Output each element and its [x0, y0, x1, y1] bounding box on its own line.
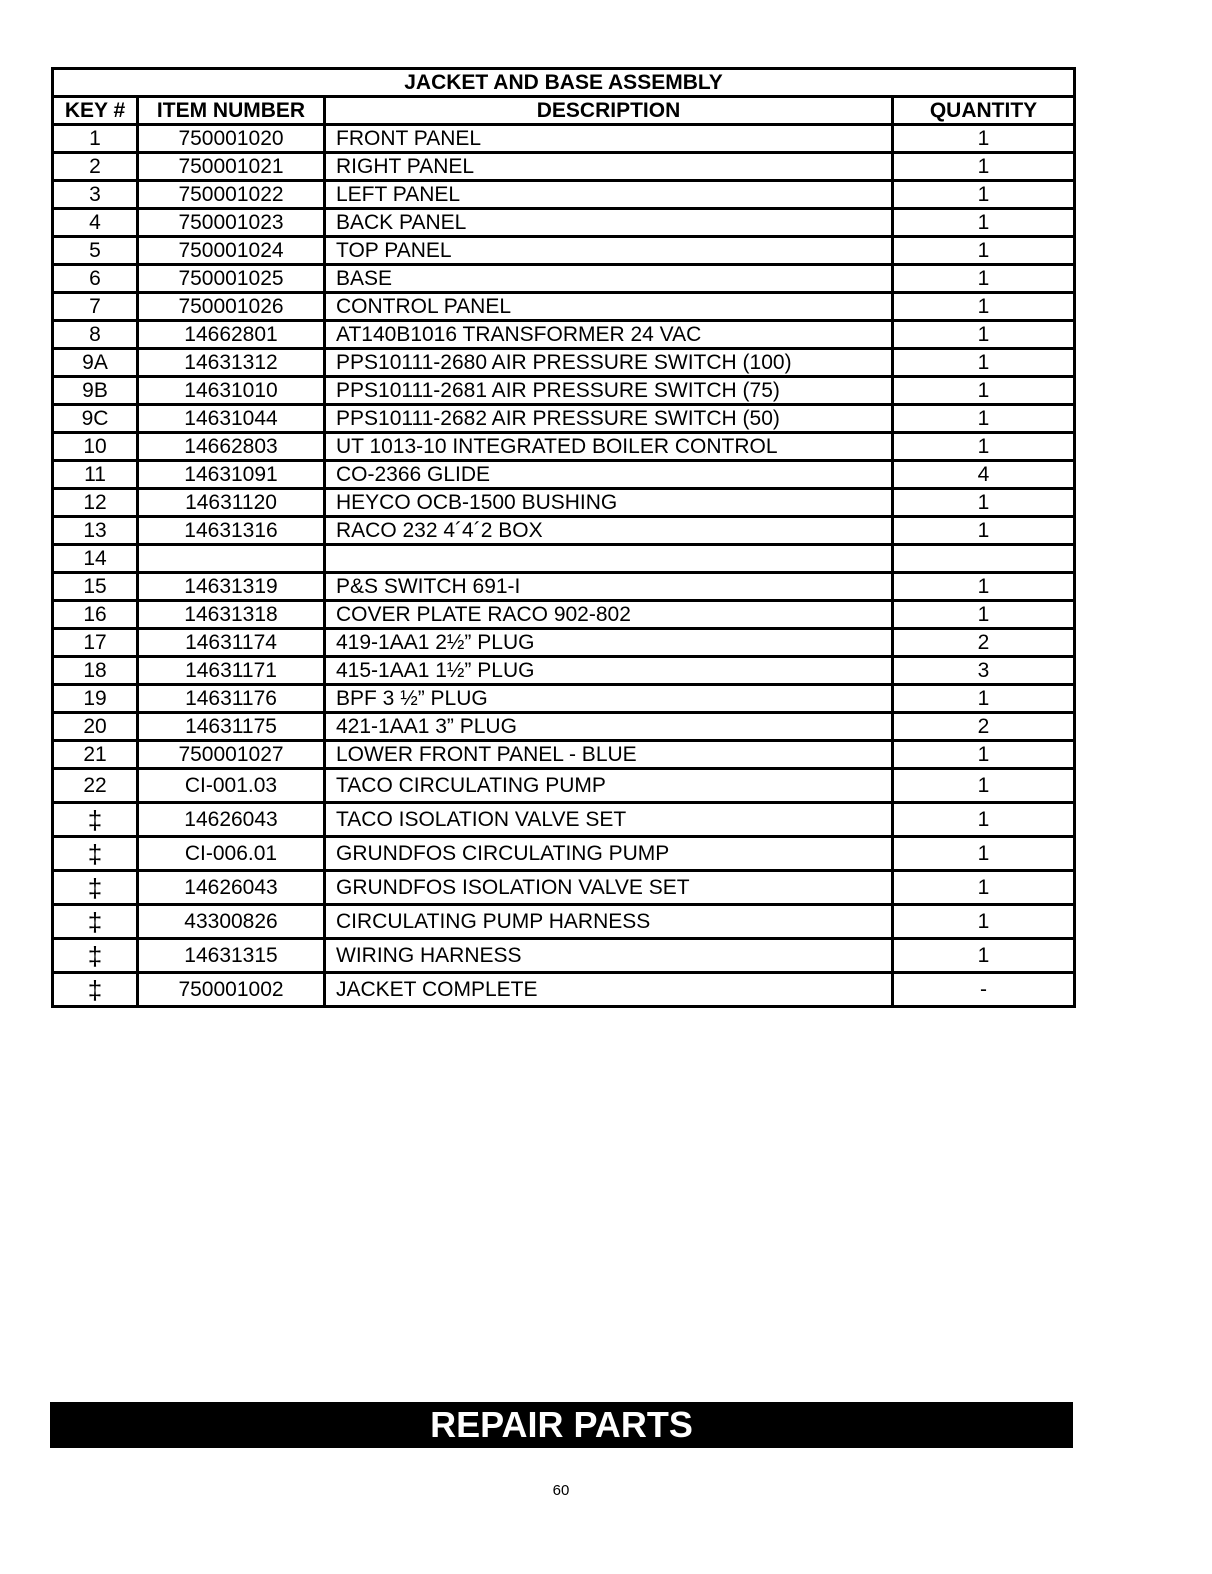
cell-description: 415-1AA1 1½” PLUG	[325, 657, 893, 685]
cell-quantity: 1	[893, 237, 1075, 265]
table-row	[53, 741, 1075, 769]
cell-description: P&S SWITCH 691-I	[325, 573, 893, 601]
table-title: JACKET AND BASE ASSEMBLY	[53, 69, 1075, 97]
cell-key: 13	[53, 517, 138, 545]
cell-quantity: 1	[893, 803, 1075, 837]
cell-key: 12	[53, 489, 138, 517]
table-row	[53, 803, 1075, 837]
cell-description: PPS10111-2681 AIR PRESSURE SWITCH (75)	[325, 377, 893, 405]
cell-description: PPS10111-2680 AIR PRESSURE SWITCH (100)	[325, 349, 893, 377]
cell-quantity: 1	[893, 209, 1075, 237]
cell-description: GRUNDFOS ISOLATION VALVE SET	[325, 871, 893, 905]
table-row	[53, 973, 1075, 1007]
cell-quantity: 1	[893, 601, 1075, 629]
cell-description: BPF 3 ½” PLUG	[325, 685, 893, 713]
cell-item-number: 750001026	[138, 293, 325, 321]
cell-key: 20	[53, 713, 138, 741]
cell-description: TOP PANEL	[325, 237, 893, 265]
cell-key: 11	[53, 461, 138, 489]
table-row	[53, 685, 1075, 713]
repair-parts-banner: REPAIR PARTS	[50, 1402, 1073, 1448]
cell-description: PPS10111-2682 AIR PRESSURE SWITCH (50)	[325, 405, 893, 433]
cell-item-number: 14631315	[138, 939, 325, 973]
cell-key: 18	[53, 657, 138, 685]
cell-key: 1	[53, 125, 138, 153]
table-row	[53, 237, 1075, 265]
table-row	[53, 517, 1075, 545]
cell-key: 9C	[53, 405, 138, 433]
table-row	[53, 377, 1075, 405]
cell-description: 419-1AA1 2½” PLUG	[325, 629, 893, 657]
cell-quantity: 1	[893, 573, 1075, 601]
cell-quantity: 1	[893, 125, 1075, 153]
cell-item-number	[138, 545, 325, 573]
cell-quantity: 4	[893, 461, 1075, 489]
cell-item-number: 14631312	[138, 349, 325, 377]
table-row	[53, 769, 1075, 803]
cell-key: 17	[53, 629, 138, 657]
table-row	[53, 871, 1075, 905]
table-row	[53, 433, 1075, 461]
cell-item-number: 14631316	[138, 517, 325, 545]
cell-description: GRUNDFOS CIRCULATING PUMP	[325, 837, 893, 871]
cell-description: RACO 232 4´4´2 BOX	[325, 517, 893, 545]
header-key: KEY #	[53, 97, 138, 125]
table-row	[53, 209, 1075, 237]
cell-description: JACKET COMPLETE	[325, 973, 893, 1007]
cell-item-number: 14631171	[138, 657, 325, 685]
cell-description: TACO CIRCULATING PUMP	[325, 769, 893, 803]
cell-description: CONTROL PANEL	[325, 293, 893, 321]
table-row	[53, 405, 1075, 433]
cell-key: ‡	[53, 973, 138, 1007]
cell-quantity: 1	[893, 489, 1075, 517]
cell-quantity	[893, 545, 1075, 573]
cell-item-number: 750001021	[138, 153, 325, 181]
cell-key: ‡	[53, 905, 138, 939]
table-row	[53, 265, 1075, 293]
cell-description: CIRCULATING PUMP HARNESS	[325, 905, 893, 939]
cell-key: ‡	[53, 871, 138, 905]
cell-quantity: 1	[893, 871, 1075, 905]
cell-key: 2	[53, 153, 138, 181]
cell-description: TACO ISOLATION VALVE SET	[325, 803, 893, 837]
cell-key: 10	[53, 433, 138, 461]
cell-quantity: -	[893, 973, 1075, 1007]
table-row	[53, 713, 1075, 741]
cell-item-number: 14631120	[138, 489, 325, 517]
cell-key: 9A	[53, 349, 138, 377]
cell-quantity: 2	[893, 713, 1075, 741]
table-title-row	[53, 69, 1075, 97]
cell-key: 6	[53, 265, 138, 293]
cell-item-number: 750001023	[138, 209, 325, 237]
table-row	[53, 573, 1075, 601]
table-row	[53, 153, 1075, 181]
cell-description: WIRING HARNESS	[325, 939, 893, 973]
cell-quantity: 1	[893, 433, 1075, 461]
cell-quantity: 1	[893, 321, 1075, 349]
cell-quantity: 3	[893, 657, 1075, 685]
parts-table	[51, 67, 1076, 1008]
cell-description	[325, 545, 893, 573]
cell-item-number: 14626043	[138, 871, 325, 905]
cell-description: FRONT PANEL	[325, 125, 893, 153]
cell-quantity: 1	[893, 905, 1075, 939]
table-row	[53, 545, 1075, 573]
cell-item-number: 14631319	[138, 573, 325, 601]
cell-item-number: 43300826	[138, 905, 325, 939]
cell-quantity: 1	[893, 293, 1075, 321]
table-row	[53, 837, 1075, 871]
cell-item-number: CI-006.01	[138, 837, 325, 871]
table-row	[53, 601, 1075, 629]
cell-quantity: 1	[893, 153, 1075, 181]
cell-item-number: 14631174	[138, 629, 325, 657]
cell-description: RIGHT PANEL	[325, 153, 893, 181]
cell-item-number: 14631176	[138, 685, 325, 713]
cell-quantity: 1	[893, 685, 1075, 713]
cell-item-number: 750001027	[138, 741, 325, 769]
cell-key: ‡	[53, 939, 138, 973]
cell-quantity: 1	[893, 265, 1075, 293]
cell-quantity: 1	[893, 769, 1075, 803]
cell-item-number: 14631318	[138, 601, 325, 629]
cell-item-number: 14626043	[138, 803, 325, 837]
parts-body	[53, 125, 1075, 1007]
cell-description: LEFT PANEL	[325, 181, 893, 209]
cell-quantity: 1	[893, 405, 1075, 433]
cell-quantity: 1	[893, 181, 1075, 209]
cell-key: 14	[53, 545, 138, 573]
cell-key: 21	[53, 741, 138, 769]
cell-quantity: 2	[893, 629, 1075, 657]
cell-quantity: 1	[893, 377, 1075, 405]
cell-key: 22	[53, 769, 138, 803]
header-quantity: QUANTITY	[893, 97, 1075, 125]
cell-description: UT 1013-10 INTEGRATED BOILER CONTROL	[325, 433, 893, 461]
table-row	[53, 939, 1075, 973]
cell-key: 19	[53, 685, 138, 713]
table-header-row	[53, 97, 1075, 125]
cell-item-number: 14631044	[138, 405, 325, 433]
cell-item-number: CI-001.03	[138, 769, 325, 803]
cell-key: ‡	[53, 837, 138, 871]
header-description: DESCRIPTION	[325, 97, 893, 125]
table-row	[53, 321, 1075, 349]
cell-key: 9B	[53, 377, 138, 405]
cell-item-number: 750001024	[138, 237, 325, 265]
cell-quantity: 1	[893, 741, 1075, 769]
cell-key: 3	[53, 181, 138, 209]
cell-item-number: 14662803	[138, 433, 325, 461]
cell-item-number: 14662801	[138, 321, 325, 349]
cell-description: CO-2366 GLIDE	[325, 461, 893, 489]
cell-quantity: 1	[893, 517, 1075, 545]
cell-quantity: 1	[893, 349, 1075, 377]
cell-item-number: 750001020	[138, 125, 325, 153]
page-number: 60	[552, 1482, 570, 1499]
cell-quantity: 1	[893, 939, 1075, 973]
table-row	[53, 905, 1075, 939]
table-row	[53, 629, 1075, 657]
cell-key: 5	[53, 237, 138, 265]
cell-description: BACK PANEL	[325, 209, 893, 237]
cell-key: ‡	[53, 803, 138, 837]
table-row	[53, 489, 1075, 517]
cell-key: 15	[53, 573, 138, 601]
cell-item-number: 750001025	[138, 265, 325, 293]
cell-key: 4	[53, 209, 138, 237]
table-row	[53, 657, 1075, 685]
cell-key: 8	[53, 321, 138, 349]
table-row	[53, 461, 1075, 489]
cell-description: HEYCO OCB-1500 BUSHING	[325, 489, 893, 517]
cell-description: 421-1AA1 3” PLUG	[325, 713, 893, 741]
cell-item-number: 14631010	[138, 377, 325, 405]
cell-description: BASE	[325, 265, 893, 293]
table-row	[53, 349, 1075, 377]
table-row	[53, 293, 1075, 321]
cell-description: AT140B1016 TRANSFORMER 24 VAC	[325, 321, 893, 349]
header-item-number: ITEM NUMBER	[138, 97, 325, 125]
cell-key: 7	[53, 293, 138, 321]
cell-description: COVER PLATE RACO 902-802	[325, 601, 893, 629]
cell-quantity: 1	[893, 837, 1075, 871]
cell-item-number: 14631091	[138, 461, 325, 489]
cell-item-number: 750001002	[138, 973, 325, 1007]
table-row	[53, 181, 1075, 209]
cell-key: 16	[53, 601, 138, 629]
table-row	[53, 125, 1075, 153]
cell-item-number: 750001022	[138, 181, 325, 209]
cell-item-number: 14631175	[138, 713, 325, 741]
cell-description: LOWER FRONT PANEL - BLUE	[325, 741, 893, 769]
